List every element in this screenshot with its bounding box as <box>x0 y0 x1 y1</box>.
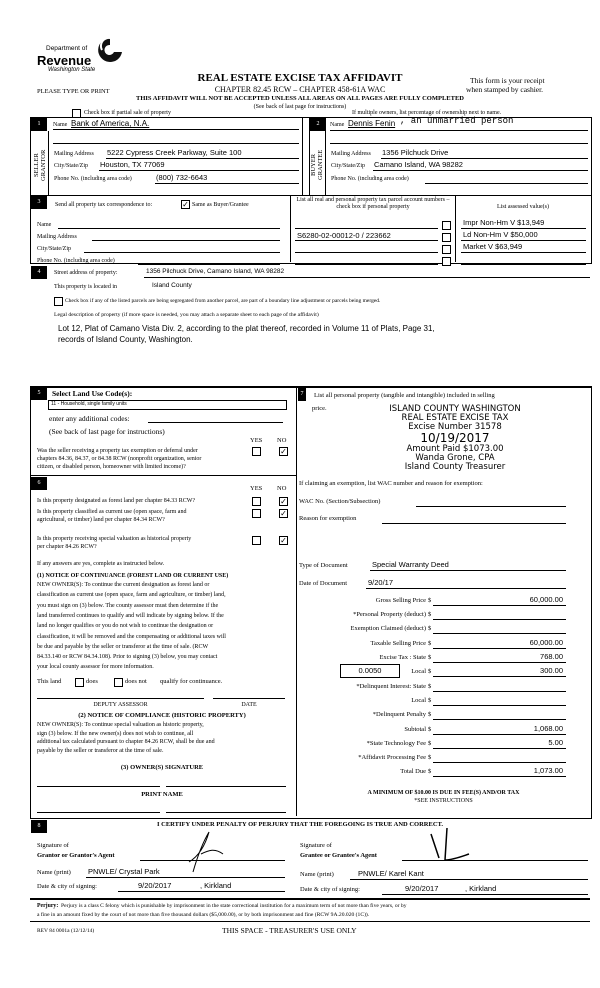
s3-city-label: City/State/Zip <box>37 246 71 252</box>
s6-q3-no-checkbox[interactable]: ✓ <box>280 536 287 545</box>
s5-question-line3: citizen, or disabled person, homeowner with limited income)? <box>37 464 186 470</box>
land-use-label: Select Land Use Code(s): <box>52 389 133 398</box>
perjury-line1: Perjury is a class C felony which is punishable by imprisonment in the state correctional institution for a maximum term of not more than five years, or by <box>61 903 407 909</box>
tax-row-label: Local <box>411 697 426 704</box>
stamp-name: Wanda Grone, CPA <box>415 453 495 463</box>
rule <box>350 879 588 880</box>
personal-property-label: List all personal property (tangible and intangible) included in selling <box>314 392 495 399</box>
minimum-notice: A MINIMUM OF $10.00 IS DUE IN FEE(S) AND/OR TAX <box>367 790 520 796</box>
grantor-signature <box>175 828 235 876</box>
s6-no-header: NO <box>277 485 287 492</box>
parcel-3-checkbox[interactable] <box>442 245 451 254</box>
seller-city[interactable]: Houston, TX 77069 <box>100 160 165 169</box>
tax-row-value: 60,000.00 <box>529 595 563 604</box>
rule <box>461 252 586 253</box>
s6-q2-line2: agricultural, or timber) land per chapter 84.34 RCW? <box>37 517 165 523</box>
land-use-select[interactable] <box>48 400 287 410</box>
owner-signature-line-2[interactable] <box>166 786 286 787</box>
seller-phone[interactable]: (800) 732-6643 <box>156 173 208 182</box>
treasurer-space: THIS SPACE - TREASURER'S USE ONLY <box>222 926 357 935</box>
segregated-checkbox[interactable] <box>54 297 63 306</box>
assessed-value-2[interactable]: Ld Non-Hm V $50,000 <box>463 230 538 239</box>
legal-line-2[interactable]: records of Island County, Washington. <box>58 335 193 344</box>
s6-q1-no-checkbox[interactable]: ✓ <box>280 497 287 506</box>
grantee-sig-label2: Grantee or Grantee's Agent <box>300 852 377 859</box>
divider <box>296 386 297 816</box>
multiple-owners: If multiple owners, list percentage of ownership next to name. <box>352 110 502 116</box>
please-type: PLEASE TYPE OR PRINT <box>37 88 110 95</box>
paragraph-line: you must sign on (3) below. The county assessor must then determine if the <box>37 602 219 609</box>
grantor-city[interactable]: , Kirkland <box>200 881 232 890</box>
grantee-signature <box>425 826 485 866</box>
rule <box>370 570 566 571</box>
grantee-sig-label1: Signature of <box>300 842 332 849</box>
paragraph-line: 84.33.140 or RCW 84.34.108). Prior to signing (3) below, you may contact <box>37 654 218 661</box>
price-label: price. <box>312 405 327 412</box>
tax-row-label: Taxable Selling Price <box>370 640 426 647</box>
currency-sign: $ <box>428 711 432 718</box>
parcel-2[interactable]: S6280-02-00012-0 / 223662 <box>297 231 391 240</box>
seller-side-label: SELLER GRANTOR <box>33 149 47 181</box>
section-5-badge: 5 <box>31 387 47 400</box>
currency-sign: $ <box>428 697 432 704</box>
section-4-badge: 4 <box>31 266 47 279</box>
divider <box>48 131 49 195</box>
parcel-header: List all real and personal property tax parcel account numbers – check box if personal property <box>296 197 450 210</box>
owner-signature-line-1[interactable] <box>37 786 160 787</box>
paragraph-line: be due and payable by the seller or transferor at the time of sale. (RCW <box>37 643 209 650</box>
stamp-date: 10/19/2017 <box>420 431 490 445</box>
form-id: REV 84 0001a (12/12/14) <box>37 928 95 934</box>
legal-label: Legal description of property (if more space is needed, you may attach a separate sheet to each page of the affidavit) <box>54 312 319 318</box>
dor-swirl-icon <box>96 36 124 64</box>
doc-date[interactable]: 9/20/17 <box>368 578 394 587</box>
rule <box>53 143 299 144</box>
rule <box>118 891 285 892</box>
segregated-label: Check box if any of the listed parcels are being segregated from another parcel, are part of a boundary line adjustment or parcels being merged. <box>65 298 381 304</box>
tax-row-value: 5.00 <box>548 738 563 747</box>
s5-see-back: (See back of last page for instructions) <box>49 427 165 436</box>
rule <box>461 228 586 229</box>
tax-row-value: 60,000.00 <box>529 638 563 647</box>
assessed-value-1[interactable]: Impr Non-Hm V $13,949 <box>463 218 545 227</box>
stamp-line2: REAL ESTATE EXCISE TAX <box>401 413 509 423</box>
tax-row-field[interactable] <box>433 662 566 663</box>
divider <box>302 117 310 195</box>
reason-field[interactable] <box>382 523 566 524</box>
section-7-badge: 7 <box>298 388 306 401</box>
s3-name-field[interactable] <box>58 228 280 229</box>
see-back: (See back of last page for instructions) <box>253 104 347 110</box>
s5-no-checkbox[interactable]: ✓ <box>280 447 287 456</box>
buyer-name-suffix[interactable]: , an unmarried person <box>400 116 514 126</box>
warning: THIS AFFIDAVIT WILL NOT BE ACCEPTED UNLESS ALL AREAS ON ALL PAGES ARE FULLY COMPLETED <box>136 95 464 102</box>
same-as-buyer-label: Same as Buyer/Grantee <box>192 202 249 208</box>
does-not-checkbox[interactable] <box>114 678 123 687</box>
s6-yes-header: YES <box>250 485 263 492</box>
logo-line1: Department of <box>46 45 88 52</box>
rule <box>382 894 588 895</box>
print-name-line-1[interactable] <box>37 812 160 813</box>
currency-sign: $ <box>428 668 432 675</box>
rule <box>461 264 586 265</box>
date-line[interactable] <box>213 698 285 699</box>
grantor-name[interactable]: PNWLE/ Crystal Park <box>88 867 160 876</box>
chapter: CHAPTER 82.45 RCW – CHAPTER 458-61A WAC <box>214 85 386 94</box>
seller-mailing-label: Mailing Address <box>54 151 94 157</box>
if-yes-text: If any answers are yes, complete as instructed below. <box>37 561 165 567</box>
buyer-city-label: City/State/Zip <box>331 163 365 169</box>
rule <box>373 170 588 171</box>
currency-sign: $ <box>428 597 432 604</box>
does-label: does <box>86 678 98 685</box>
section-6-badge: 6 <box>31 477 47 490</box>
tax-row-label: Exemption Claimed (deduct) <box>350 625 426 632</box>
send-correspondence-label: Send all property tax correspondence to: <box>55 202 153 208</box>
currency-sign: $ <box>428 640 432 647</box>
s6-q2-line1: Is this property classified as current use (open space, farm and <box>37 509 187 515</box>
buyer-name[interactable]: Dennis Fenin <box>348 119 396 128</box>
tax-row-label: Subtotal <box>404 726 426 733</box>
land-use-value: 11 - Household, single family units <box>51 401 127 407</box>
stamp-line1: ISLAND COUNTY WASHINGTON <box>389 404 521 414</box>
seller-name-label: Name <box>53 122 68 128</box>
currency-sign: $ <box>428 611 432 618</box>
doc-date-label: Date of Document <box>299 580 348 587</box>
buyer-side-label: BUYER GRANTEE <box>310 149 324 181</box>
rule <box>53 129 299 130</box>
divider <box>30 475 296 476</box>
grantee-date[interactable]: 9/20/2017 <box>405 884 439 893</box>
certify-statement: I CERTIFY UNDER PENALTY OF PERJURY THAT THE FOREGOING IS TRUE AND CORRECT. <box>156 821 443 828</box>
tax-row-field[interactable] <box>433 734 566 735</box>
date-label: DATE <box>241 702 257 708</box>
currency-sign: $ <box>428 625 432 632</box>
legal-line-1[interactable]: Lot 12, Plat of Camano Vista Div. 2, according to the plat thereof, recorded in Volume 11 of Plats, Page 31, <box>58 324 435 333</box>
tax-row-label: *Delinquent Penalty <box>372 711 426 718</box>
rule <box>366 588 566 589</box>
buyer-name-label: Name <box>330 122 345 128</box>
tax-row-field[interactable] <box>433 619 566 620</box>
s3-phone-field[interactable] <box>138 264 280 265</box>
tax-row-field[interactable] <box>433 676 566 677</box>
tax-row-field[interactable] <box>433 719 566 720</box>
doc-type-label: Type of Document <box>299 562 348 569</box>
receipt-line2: when stamped by cashier. <box>466 85 544 94</box>
buyer-mailing[interactable]: 1356 Pilchuck Drive <box>382 148 449 157</box>
tax-row-field[interactable] <box>433 748 566 749</box>
s5-no-header: NO <box>277 437 287 444</box>
currency-sign: $ <box>428 768 432 775</box>
logo-line2: Revenue <box>37 53 92 68</box>
wac-field[interactable] <box>416 506 566 507</box>
tax-row-field[interactable] <box>433 605 566 606</box>
s3-city-field[interactable] <box>84 252 280 253</box>
parcel-4-checkbox[interactable] <box>442 257 451 266</box>
tax-row-field[interactable] <box>433 705 566 706</box>
grantee-date-label: Date & city of signing: <box>300 886 360 893</box>
tax-row-label: *State Technology Fee <box>366 740 426 747</box>
notice2-title: (2) NOTICE OF COMPLIANCE (HISTORIC PROPERTY) <box>78 712 246 719</box>
wac-label: WAC No. (Section/Subsection) <box>299 498 381 505</box>
paragraph-line: classification, it will be removed and the compensating or additional taxes will <box>37 633 226 640</box>
s5-yes-header: YES <box>250 437 263 444</box>
grantee-name-label: Name (print) <box>300 871 334 878</box>
seller-city-label: City/State/Zip <box>54 163 88 169</box>
tax-row-value: 768.00 <box>540 652 563 661</box>
rule <box>86 877 285 878</box>
s6-q3-yes-checkbox[interactable] <box>252 536 261 545</box>
local-rate: 0.0050 <box>358 666 382 675</box>
reason-label: Reason for exemption <box>299 515 357 522</box>
currency-sign: $ <box>428 740 432 747</box>
paragraph-line: land transferred continues to qualify and will indicate by signing below. If the <box>37 612 224 619</box>
divider <box>325 131 326 195</box>
s3-mailing-field[interactable] <box>92 240 280 241</box>
doc-type[interactable]: Special Warranty Deed <box>372 560 449 569</box>
grantor-sig-label2: Grantor or Grantor's Agent <box>37 852 115 859</box>
paragraph-line: your local county assessor for more information. <box>37 664 154 671</box>
owner-signature-label: (3) OWNER(S) SIGNATURE <box>120 764 204 771</box>
assessed-value-3[interactable]: Market V $63,949 <box>463 242 523 251</box>
grantor-date[interactable]: 9/20/2017 <box>138 881 172 890</box>
seller-mailing[interactable]: 5222 Cypress Creek Parkway, Suite 100 <box>107 148 242 157</box>
s6-q1: Is this property designated as forest land per chapter 84.33 RCW? <box>37 498 196 504</box>
tax-row-field[interactable] <box>433 648 566 649</box>
section-2-badge: 2 <box>310 118 326 131</box>
tax-row-value: 300.00 <box>540 666 563 675</box>
deputy-assessor-line[interactable] <box>37 698 204 699</box>
print-name-line-2[interactable] <box>166 812 286 813</box>
buyer-city[interactable]: Camano Island, WA 98282 <box>374 160 463 169</box>
currency-sign: $ <box>428 683 432 690</box>
tax-row-label: Gross Selling Price <box>375 597 426 604</box>
assessed-header: List assessed value(s) <box>497 204 549 210</box>
street-address[interactable]: 1356 Pilchuck Drive, Camano Island, WA 98282 <box>146 268 285 275</box>
tax-row-label: *Delinquent Interest: State <box>356 683 426 690</box>
seller-phone-label: Phone No. (including area code) <box>54 176 132 182</box>
s6-q2-no-checkbox[interactable]: ✓ <box>280 509 287 518</box>
s6-q3-line1: Is this property receiving special valuation as historical property <box>37 536 192 542</box>
buyer-phone-label: Phone No. (including area code) <box>331 176 409 182</box>
currency-sign: $ <box>428 654 432 661</box>
seller-name[interactable]: Bank of America, N.A. <box>71 119 150 128</box>
divider <box>30 898 590 900</box>
stamp-line3: Excise Number 31578 <box>408 422 502 432</box>
divider <box>30 195 591 196</box>
logo-line3: Washington State <box>48 67 96 73</box>
paragraph-line: NEW OWNER(S): To continue special valuation as historic property, <box>37 722 204 728</box>
tax-row-label: Excise Tax : State <box>379 654 426 661</box>
s6-q1-yes-checkbox[interactable] <box>252 497 261 506</box>
section-8-badge: 8 <box>31 820 47 833</box>
perjury-label: Perjury: <box>37 903 59 909</box>
rule <box>144 277 590 278</box>
paragraph-line: classification as current use (open space, farm and agriculture, or timber) land, <box>37 592 226 599</box>
paragraph-line: NEW OWNER(S): To continue the current designation as forest land or <box>37 582 210 588</box>
tax-row-field[interactable] <box>433 633 566 634</box>
buyer-phone-field[interactable] <box>425 183 588 184</box>
s3-mailing-label: Mailing Address <box>37 234 77 240</box>
same-as-buyer-checkbox[interactable]: ✓ <box>182 200 189 209</box>
s6-q2-yes-checkbox[interactable] <box>252 509 261 518</box>
rule <box>295 228 438 229</box>
paragraph-line: additional tax calculated pursuant to chapter 84.26 RCW, shall be due and <box>37 739 215 745</box>
stamp-title: Island County Treasurer <box>404 462 506 472</box>
parcel-1-checkbox[interactable] <box>442 221 451 230</box>
additional-codes-label: enter any additional codes: <box>49 414 130 423</box>
grantee-name[interactable]: PNWLE/ Karel Kant <box>358 869 424 878</box>
rule <box>295 252 438 253</box>
stamp-amount: Amount Paid $1073.00 <box>406 444 504 454</box>
county[interactable]: Island County <box>152 282 192 289</box>
rule <box>106 158 299 159</box>
rule <box>381 158 588 159</box>
grantor-name-label: Name (print) <box>37 869 71 876</box>
exemption-label: If claiming an exemption, list WAC number and reason for exemption: <box>299 480 483 487</box>
rule <box>155 183 299 184</box>
print-name-label: PRINT NAME <box>141 791 183 798</box>
notice1-title: (1) NOTICE OF CONTINUANCE (FOREST LAND OR CURRENT USE) <box>37 573 229 579</box>
parcel-2-checkbox[interactable] <box>442 233 451 242</box>
s6-q3-line2: per chapter 84.26 RCW? <box>37 544 97 550</box>
tax-row-label: *Affidavit Processing Fee <box>358 754 426 761</box>
grantor-sig-label1: Signature of <box>37 842 69 849</box>
deputy-assessor-label: DEPUTY ASSESSOR <box>93 702 148 708</box>
tax-row-label: Local <box>411 668 426 675</box>
rule <box>461 240 586 241</box>
rule <box>330 143 588 144</box>
rule <box>295 264 438 265</box>
perjury-line2: a fine in an amount fixed by the court of not more than five thousand dollars ($5,000.00), or by both imprisonment and fine (RCW 9A.20.020 (1C)). <box>37 912 370 918</box>
receipt-line1: This form is your receipt <box>470 76 545 85</box>
additional-codes-field[interactable] <box>148 422 283 423</box>
rule <box>330 130 588 131</box>
paragraph-line: land no longer qualifies or you do not wish to continue the designation or <box>37 623 214 630</box>
tax-row-value: 1,073.00 <box>533 766 563 775</box>
does-not-label: does not <box>125 678 147 685</box>
tax-row-field[interactable] <box>433 776 566 777</box>
tax-row-field[interactable] <box>433 691 566 692</box>
qualify-label: qualify for continuance. <box>160 678 223 685</box>
s3-name-label: Name <box>37 222 52 228</box>
section-1-badge: 1 <box>31 118 47 131</box>
currency-sign: $ <box>428 726 432 733</box>
tax-row-label: Total Due <box>400 768 426 775</box>
see-instructions: *SEE INSTRUCTIONS <box>414 798 473 804</box>
s5-yes-checkbox[interactable] <box>252 447 261 456</box>
buyer-mailing-label: Mailing Address <box>331 151 371 157</box>
paragraph-line: sign (3) below. If the new owner(s) does not wish to continue, all <box>37 730 194 737</box>
currency-sign: $ <box>428 754 432 761</box>
street-label: Street address of property: <box>54 270 118 276</box>
s3-phone-label: Phone No. (including area code) <box>37 258 115 264</box>
tax-row-label: *Personal Property (deduct) <box>353 611 426 618</box>
grantor-date-label: Date & city of signing: <box>37 883 97 890</box>
section-3-badge: 3 <box>31 196 47 209</box>
rule <box>99 170 299 171</box>
paragraph-line: payable by the seller or transferor at the time of sale. <box>37 747 164 754</box>
s5-question-line1: Was the seller receiving a property tax exemption or deferral under <box>37 448 198 454</box>
divider <box>290 195 291 262</box>
divider <box>30 921 590 922</box>
this-land-label: This land <box>37 678 62 685</box>
partial-sale-label: Check box if partial sale of property <box>84 110 171 116</box>
located-label: This property is located in <box>54 284 117 290</box>
form-title: REAL ESTATE EXCISE TAX AFFIDAVIT <box>197 72 403 84</box>
tax-row-value: 1,068.00 <box>533 724 563 733</box>
tax-row-field[interactable] <box>433 762 566 763</box>
does-checkbox[interactable] <box>75 678 84 687</box>
s5-question-line2: chapters 84.36, 84.37, or 84.38 RCW (nonprofit organization, senior <box>37 456 202 462</box>
rule <box>295 240 438 241</box>
grantee-city[interactable]: , Kirkland <box>465 884 497 893</box>
